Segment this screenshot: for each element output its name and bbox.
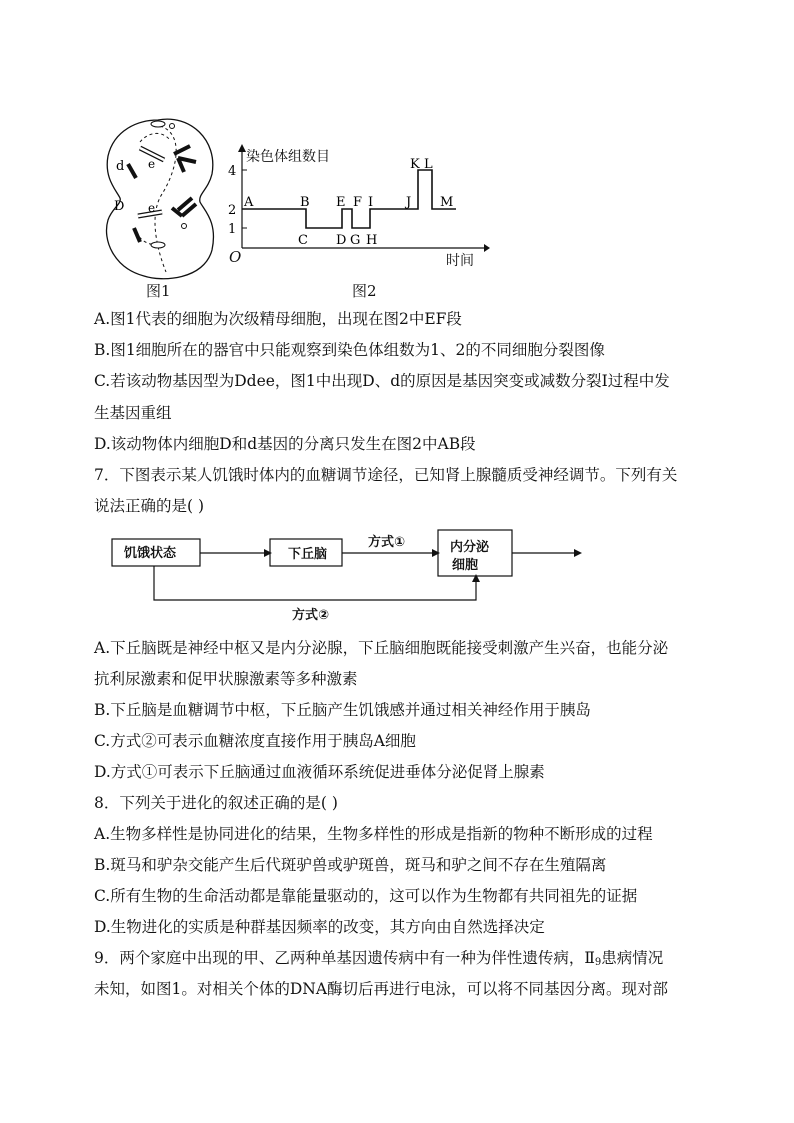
q8-option-a: A.生物多样性是协同进化的结果，生物多样性的形成是指新的物种不断形成的过程 bbox=[94, 825, 653, 843]
box-hypothalamus: 下丘脑 bbox=[288, 547, 328, 562]
figure2-y-label: 染色体组数目 bbox=[246, 149, 330, 165]
q8-option-b: B.斑马和驴杂交能产生后代斑驴兽或驴斑兽，斑马和驴之间不存在生殖隔离 bbox=[94, 856, 607, 874]
label-way1: 方式① bbox=[368, 535, 406, 550]
q7-option-d: D.方式①可表示下丘脑通过血液循环系统促进垂体分泌促肾上腺素 bbox=[94, 763, 545, 781]
figure1-caption: 图1 bbox=[146, 282, 171, 300]
point-label: E bbox=[336, 195, 346, 210]
point-label: H bbox=[366, 233, 378, 248]
box-hunger: 饥饿状态 bbox=[124, 546, 177, 561]
q7-stem-line2: 说法正确的是( ) bbox=[94, 497, 205, 515]
figure2-x-label: 时间 bbox=[446, 253, 474, 269]
point-label: D bbox=[336, 233, 347, 248]
y-tick-label: 1 bbox=[228, 222, 237, 237]
q8-option-c: C.所有生物的生命活动都是靠能量驱动的，这可以作为生物都有共同祖先的证据 bbox=[94, 887, 638, 905]
point-label: B bbox=[300, 195, 310, 210]
label-D: D bbox=[114, 199, 125, 214]
box-endocrine-line2: 细胞 bbox=[452, 558, 479, 573]
q9-text-b: 患病情况 bbox=[601, 949, 664, 967]
q9-stem-line2: 未知，如图1。对相关个体的DNA酶切后再进行电泳，可以将不同基因分离。现对部 bbox=[94, 980, 669, 998]
y-tick-label: 4 bbox=[228, 164, 237, 179]
q6-option-c-line2: 生基因重组 bbox=[94, 404, 172, 422]
q6-option-c-line1: C.若该动物基因型为Ddee，图1中出现D、d的原因是基因突变或减数分裂Ⅰ过程中发 bbox=[94, 372, 670, 390]
figure2-caption: 图2 bbox=[352, 282, 377, 300]
q9-subscript: 9 bbox=[594, 957, 602, 968]
q7-stem-line1: 7．下图表示某人饥饿时体内的血糖调节途径，已知肾上腺髓质受神经调节。下列有关 bbox=[94, 466, 678, 484]
label-way2: 方式② bbox=[292, 608, 330, 623]
q6-option-b: B.图1细胞所在的器官中只能观察到染色体组数为1、2的不同细胞分裂图像 bbox=[94, 341, 605, 359]
label-e-top: e bbox=[148, 157, 156, 171]
point-label: J bbox=[406, 195, 412, 210]
point-label: C bbox=[298, 233, 308, 248]
q6-option-d: D.该动物体内细胞D和d基因的分离只发生在图2中AB段 bbox=[94, 435, 476, 453]
point-label: M bbox=[440, 195, 454, 210]
point-label: F bbox=[353, 195, 363, 210]
q7-option-c: C.方式②可表示血糖浓度直接作用于胰岛A细胞 bbox=[94, 732, 416, 750]
q7-option-a-line2: 抗利尿激素和促甲状腺激素等多种激素 bbox=[94, 670, 358, 688]
label-e-bottom: e bbox=[148, 201, 156, 215]
label-d: d bbox=[116, 159, 125, 174]
point-label: K bbox=[410, 157, 420, 172]
figure2-series-line bbox=[242, 170, 456, 228]
q7-option-b: B.下丘脑是血糖调节中枢，下丘脑产生饥饿感并通过相关神经作用于胰岛 bbox=[94, 701, 591, 719]
point-label: G bbox=[350, 233, 361, 248]
q7-option-a-line1: A.下丘脑既是神经中枢又是内分泌腺，下丘脑细胞既能接受刺激产生兴奋，也能分泌 bbox=[94, 639, 669, 657]
figure2-origin: O bbox=[229, 248, 242, 266]
q8-stem: 8．下列关于进化的叙述正确的是( ) bbox=[94, 794, 338, 812]
point-label: L bbox=[424, 157, 433, 172]
q8-option-d: D.生物进化的实质是种群基因频率的改变，其方向由自然选择决定 bbox=[94, 918, 545, 936]
point-label: I bbox=[368, 195, 374, 210]
box-endocrine-line1: 内分泌 bbox=[450, 540, 490, 555]
y-tick-label: 2 bbox=[228, 203, 237, 218]
q7-flow-diagram bbox=[110, 526, 590, 626]
q6-option-a: A.图1代表的细胞为次级精母细胞，出现在图2中EF段 bbox=[94, 310, 462, 328]
q9-text-a: 9．两个家庭中出现的甲、乙两种单基因遗传病中有一种为伴性遗传病，Ⅱ bbox=[94, 949, 595, 967]
q9-stem-line1 bbox=[94, 948, 663, 973]
figure1-cell bbox=[100, 112, 220, 282]
point-label: A bbox=[244, 195, 254, 210]
